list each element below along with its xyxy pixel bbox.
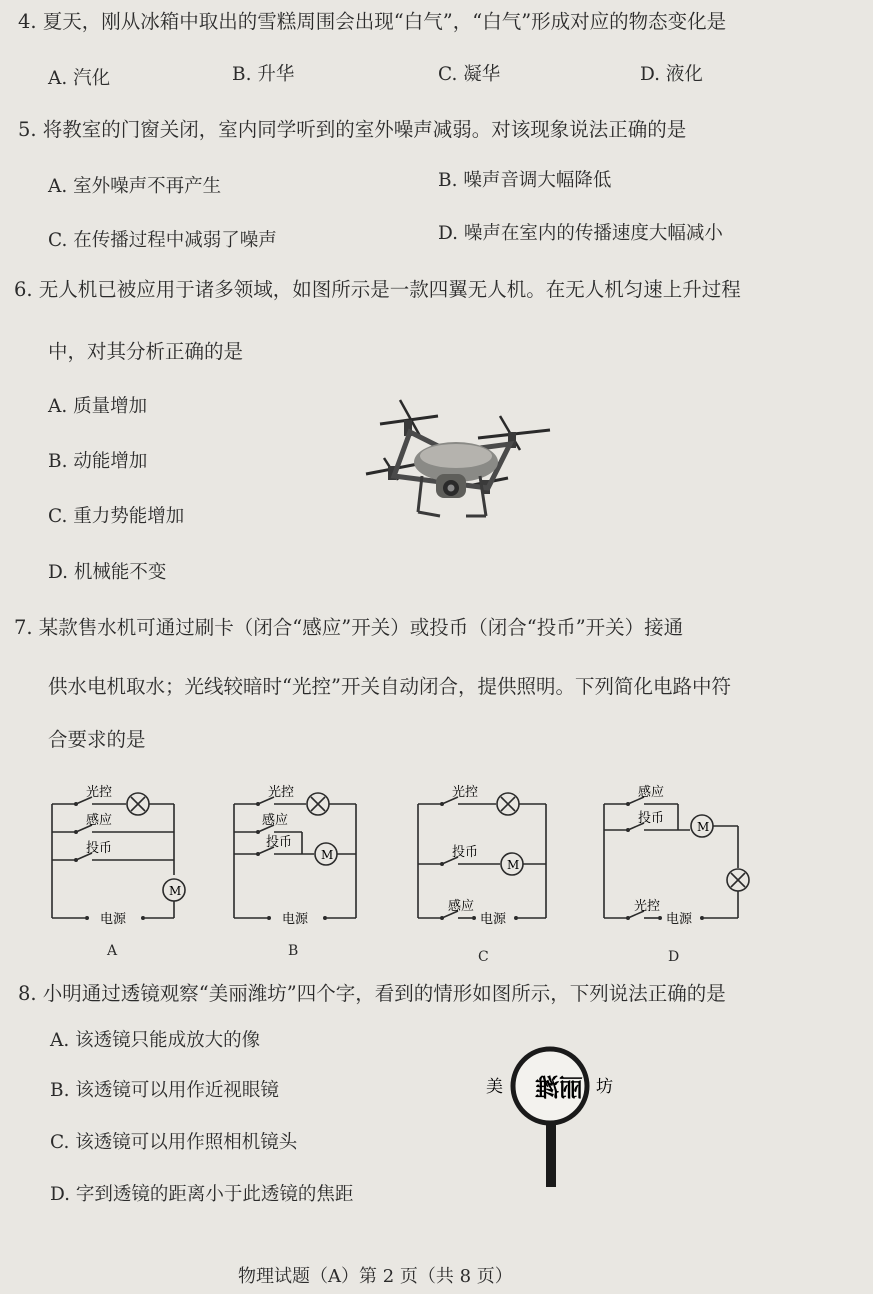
q8-option-d[interactable]: D. 字到透镜的距离小于此透镜的焦距	[50, 1184, 354, 1205]
circuit-b-motor-label: M	[321, 848, 334, 862]
circuit-c-light-label: 光控	[452, 785, 479, 800]
drone-figure	[360, 392, 560, 527]
q7-stem-line1: 7. 某款售水机可通过刷卡（闭合“感应”开关）或投币（闭合“投币”开关）接通	[14, 616, 684, 639]
page-footer: 物理试题（A）第 2 页（共 8 页）	[238, 1266, 513, 1287]
q5-option-b[interactable]: B. 噪声音调大幅降低	[438, 170, 612, 191]
circuit-b	[222, 780, 382, 930]
q8-option-a[interactable]: A. 该透镜只能成放大的像	[50, 1030, 261, 1051]
circuit-b-power-label: 电源	[282, 912, 309, 927]
circuit-d-power-label: 电源	[666, 912, 693, 927]
q6-option-a[interactable]: A. 质量增加	[48, 396, 148, 417]
circuit-b-light-label: 光控	[268, 785, 295, 800]
circuit-a	[40, 780, 200, 930]
q6-stem-line2: 中，对其分析正确的是	[48, 340, 244, 363]
circuit-a-light-label: 光控	[86, 785, 113, 800]
magnifier-lens-text: 丽潍	[535, 1073, 583, 1102]
q8-option-b[interactable]: B. 该透镜可以用作近视眼镜	[50, 1080, 279, 1101]
q6-option-d[interactable]: D. 机械能不变	[48, 562, 167, 583]
magnifier-figure	[478, 1040, 618, 1190]
q8-stem: 8. 小明通过透镜观察“美丽潍坊”四个字，看到的情形如图所示，下列说法正确的是	[18, 982, 726, 1005]
circuit-c-letter[interactable]: C	[478, 949, 489, 965]
q4-option-c[interactable]: C. 凝华	[438, 64, 501, 85]
circuit-b-coin-label: 投币	[266, 835, 293, 850]
q8-option-c[interactable]: C. 该透镜可以用作照相机镜头	[50, 1132, 298, 1153]
circuit-d-letter[interactable]: D	[668, 949, 680, 965]
q7-stem-line2: 供水电机取水；光线较暗时“光控”开关自动闭合，提供照明。下列简化电路中符	[48, 675, 731, 698]
q4-option-b[interactable]: B. 升华	[232, 64, 295, 85]
circuit-d-coin-label: 投币	[638, 811, 665, 826]
drone-icon	[366, 400, 550, 516]
circuit-a-motor-label: M	[169, 884, 182, 898]
circuit-b-letter[interactable]: B	[288, 943, 299, 959]
q5-option-d[interactable]: D. 噪声在室内的传播速度大幅减小	[438, 223, 723, 244]
circuit-d-sense-label: 感应	[638, 785, 665, 800]
magnifying-glass-icon	[513, 1049, 587, 1187]
circuit-d-light-label: 光控	[634, 899, 661, 914]
magnifier-right-char: 坊	[596, 1077, 613, 1097]
q5-option-c[interactable]: C. 在传播过程中减弱了噪声	[48, 230, 277, 251]
circuit-d-motor-label: M	[697, 820, 710, 834]
q5-option-a[interactable]: A. 室外噪声不再产生	[48, 176, 222, 197]
q4-option-a[interactable]: A. 汽化	[48, 68, 111, 89]
circuit-c-motor-label: M	[507, 858, 520, 872]
circuit-c-sense-label: 感应	[448, 899, 475, 914]
q4-option-d[interactable]: D. 液化	[640, 64, 703, 85]
q6-option-b[interactable]: B. 动能增加	[48, 451, 148, 472]
magnifier-left-char: 美	[486, 1077, 503, 1097]
circuit-a-sense-label: 感应	[86, 813, 113, 828]
circuit-a-letter[interactable]: A	[107, 943, 118, 959]
q5-stem: 5. 将教室的门窗关闭，室内同学听到的室外噪声减弱。对该现象说法正确的是	[18, 118, 687, 141]
q6-stem-line1: 6. 无人机已被应用于诸多领域，如图所示是一款四翼无人机。在无人机匀速上升过程	[14, 278, 741, 301]
q7-stem-line3: 合要求的是	[48, 728, 146, 751]
circuit-c	[406, 780, 566, 930]
q4-stem: 4. 夏天，刚从冰箱中取出的雪糕周围会出现“白气”，“白气”形成对应的物态变化是	[18, 10, 727, 33]
circuit-d	[592, 780, 752, 930]
circuit-a-power-label: 电源	[100, 912, 127, 927]
circuit-b-sense-label: 感应	[262, 813, 289, 828]
circuit-c-coin-label: 投币	[452, 845, 479, 860]
circuit-c-power-label: 电源	[480, 912, 507, 927]
circuit-a-coin-label: 投币	[86, 841, 113, 856]
q6-option-c[interactable]: C. 重力势能增加	[48, 506, 185, 527]
